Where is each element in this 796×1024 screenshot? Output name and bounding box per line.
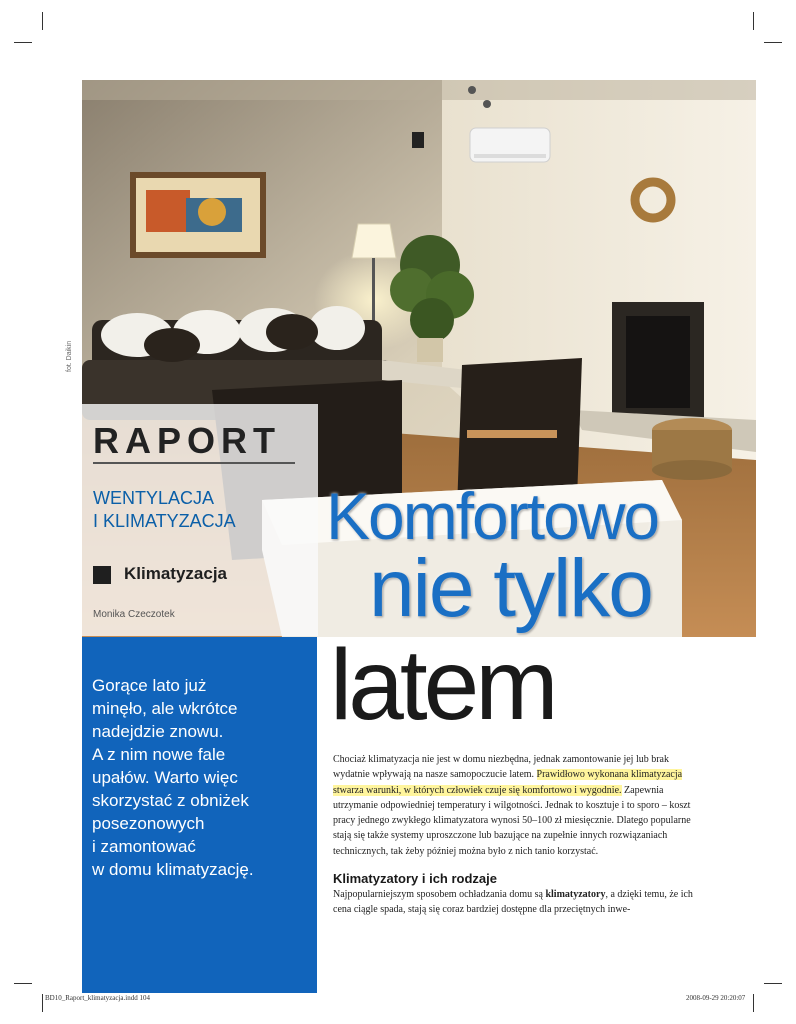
bold-term: klimatyzatory [545, 889, 606, 900]
photo-credit: fot. Daikin [66, 340, 73, 372]
body-text: Chociaż klimatyzacja nie jest w domu niezbędna, jednak zamontowanie jej lub brak wydatnie wpływają na nasze samopoczucie latem. [333, 754, 669, 781]
lead-text [92, 674, 314, 881]
body-paragraph [333, 887, 708, 918]
square-bullet-icon [93, 566, 111, 584]
crop-mark [42, 12, 43, 30]
lead-line: Gorące lato już [92, 676, 207, 695]
body-text: Najpopularniejszym sposobem ochładzania domu są [333, 889, 546, 900]
lead-line: i zamontować [92, 837, 196, 856]
kicker: RAPORT [93, 420, 281, 461]
body-text: Zapewnia utrzymanie odpowiedniej temperatury i wilgotności. Jednak to kosztuje i to sporo – koszt pracy jednego zwykłego klimatyzatora wynosi 50–100 zł miesięcznie. Dlatego popularne stają się także systemy uproszczone lub bazujące na zupełnie innych rozwiązaniach technicznych, tak żeby później można było z nich tanio korzystać. [333, 784, 691, 857]
title-line: latem [330, 629, 555, 741]
crop-mark [14, 983, 32, 984]
title-line: Komfortowo [326, 479, 659, 553]
crop-mark [753, 994, 754, 1012]
crop-mark [14, 42, 32, 43]
lead-line: skorzystać z obniżek [92, 791, 249, 810]
author: Monika Czeczotek [93, 609, 175, 620]
lead-line: w domu klimatyzację. [92, 860, 254, 879]
crop-mark [753, 12, 754, 30]
lead-line: upałów. Warto więc [92, 768, 238, 787]
section-title [93, 487, 236, 533]
crop-mark [764, 42, 782, 43]
body-text: , a dzięki temu, że ich cena ciągle spada, stają się coraz bardziej dostępne dla przeciętnych inwe- [333, 889, 693, 916]
title-line: nie tylko [369, 543, 652, 634]
crop-mark [764, 983, 782, 984]
section-line: I KLIMATYZACJA [93, 511, 236, 531]
footer-timestamp: 2008-09-29 20:20:07 [686, 994, 746, 1002]
lead-line: posezonowych [92, 814, 205, 833]
lead-line: A z nim nowe fale [92, 745, 226, 764]
kicker-divider [93, 462, 295, 464]
highlighted-text: Prawidłowo wykonana klimatyzacja stwarza warunki, w których człowiek czuje się komfortowo i wygodnie. [333, 769, 683, 796]
body-paragraph [333, 752, 708, 859]
section-heading: Klimatyzatory i ich rodzaje [333, 871, 497, 886]
lead-line: minęło, ale wkrótce [92, 699, 238, 718]
footer-filename: BD10_Raport_klimatyzacja.indd 104 [45, 994, 150, 1002]
section-line: WENTYLACJA [93, 488, 215, 508]
subsection-title: Klimatyzacja [124, 564, 227, 583]
crop-mark [42, 994, 43, 1012]
lead-line: nadejdzie znowu. [92, 722, 224, 741]
